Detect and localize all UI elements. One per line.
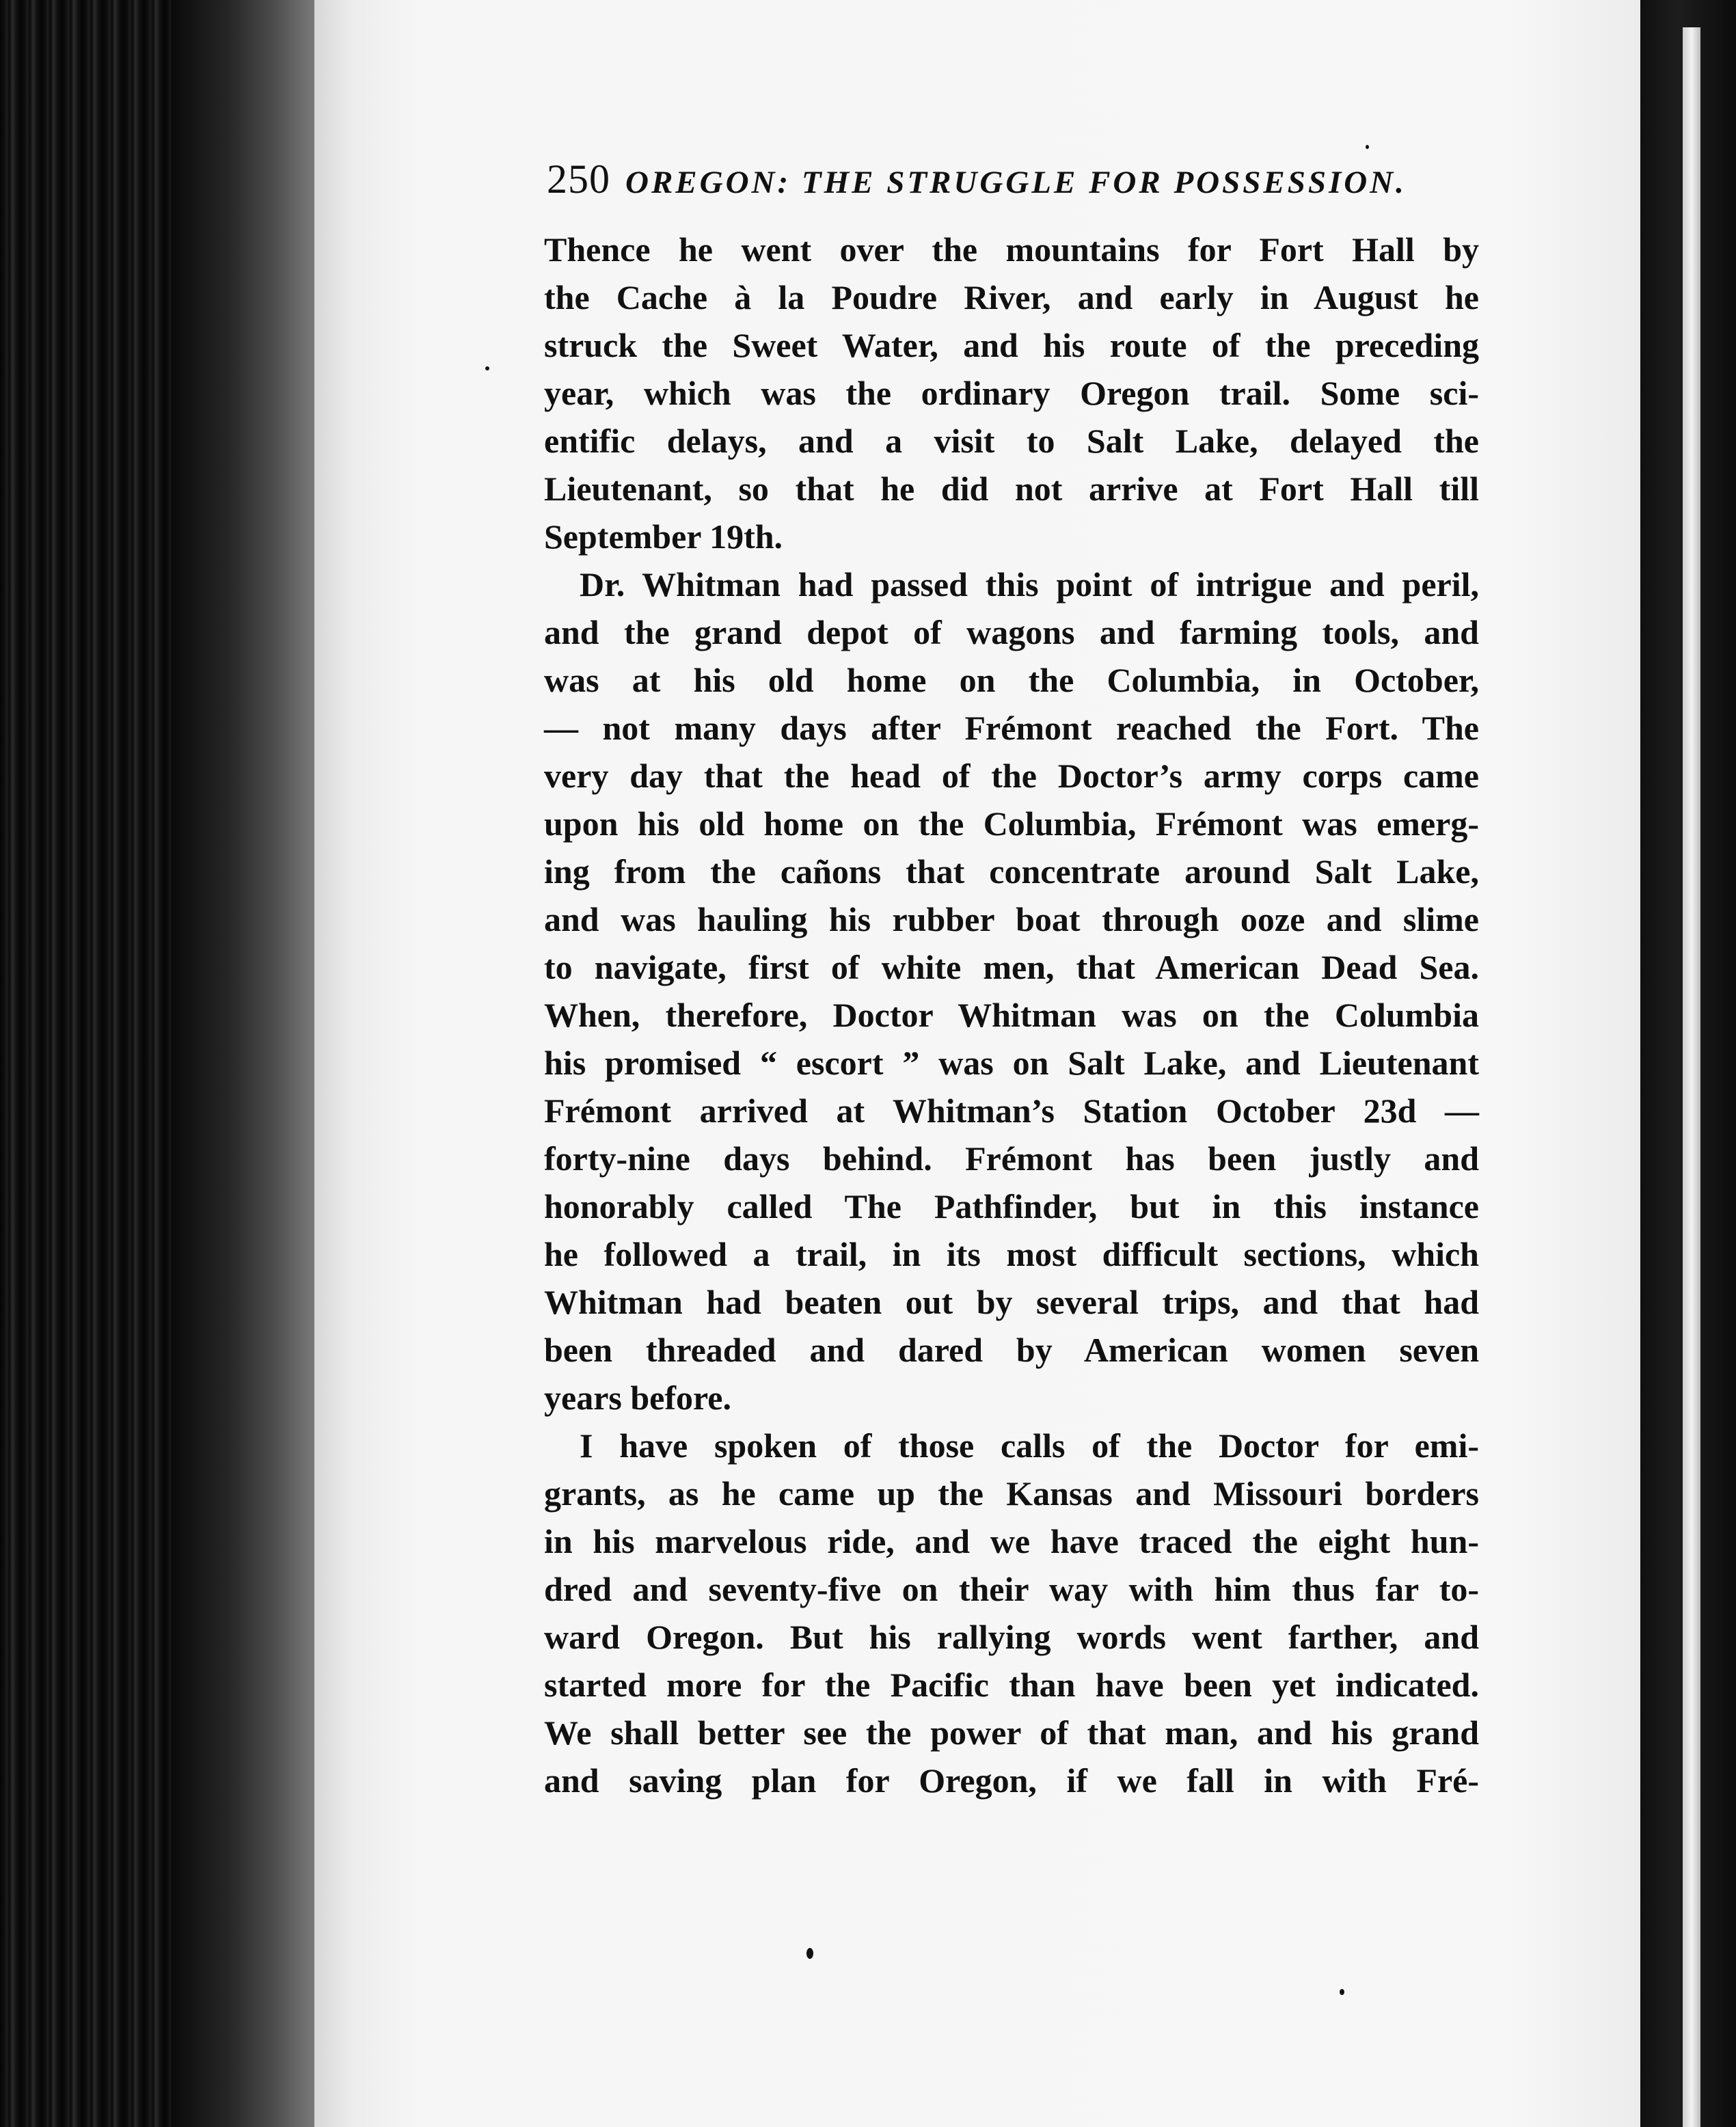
text-line: I have spoken of those calls of the Doctor for emi- — [580, 1426, 1479, 1465]
text-line: dred and seventy-five on their way with him thus far to- — [544, 1570, 1479, 1608]
text-line: forty-nine days behind. Frémont has been justly and — [544, 1139, 1479, 1178]
book-gutter-shadow — [171, 0, 314, 2127]
running-title: OREGON: THE STRUGGLE FOR POSSESSION. — [625, 165, 1407, 200]
text-line: We shall better see the power of that man, and his grand — [544, 1713, 1479, 1752]
text-line: entific delays, and a visit to Salt Lake, delayed the — [544, 422, 1479, 460]
page-number: 250 — [547, 157, 610, 202]
right-page-strip — [1683, 27, 1700, 2127]
text-line: years before. — [544, 1379, 731, 1417]
text-line: started more for the Pacific than have been yet indicated. — [544, 1666, 1479, 1704]
scan-speck — [1340, 1989, 1344, 1995]
text-line: the Cache à la Poudre River, and early in August he — [544, 278, 1479, 316]
paragraph — [544, 560, 1479, 1422]
text-line: Dr. Whitman had passed this point of intrigue and peril, — [580, 565, 1479, 604]
scan-speck — [1366, 145, 1369, 149]
text-line: and the grand depot of wagons and farming tools, and — [544, 613, 1479, 651]
text-line: — not many days after Frémont reached the Fort. The — [544, 709, 1479, 747]
text-line: very day that the head of the Doctor’s army corps came — [544, 757, 1479, 795]
scan-speck — [485, 366, 489, 370]
text-line: and saving plan for Oregon, if we fall in with Fré- — [544, 1761, 1479, 1800]
text-line: was at his old home on the Columbia, in October, — [544, 661, 1479, 699]
text-line: year, which was the ordinary Oregon trail. Some sci- — [544, 374, 1479, 412]
text-line: been threaded and dared by American women seven — [544, 1331, 1479, 1369]
text-line: September 19th. — [544, 517, 783, 556]
text-line: Whitman had beaten out by several trips, and that had — [544, 1283, 1479, 1321]
text-line: and was hauling his rubber boat through ooze and slime — [544, 900, 1479, 938]
text-line: struck the Sweet Water, and his route of the preceding — [544, 326, 1479, 364]
text-line: honorably called The Pathfinder, but in this instance — [544, 1187, 1479, 1225]
body-text — [544, 226, 1479, 1804]
text-line: Lieutenant, so that he did not arrive at Fort Hall till — [544, 470, 1479, 508]
paragraph — [544, 1422, 1479, 1804]
running-head — [547, 156, 1483, 211]
text-line: upon his old home on the Columbia, Frémont was emerg- — [544, 804, 1479, 843]
text-line: Thence he went over the mountains for Fort Hall by — [544, 230, 1479, 269]
text-line: grants, as he came up the Kansas and Missouri borders — [544, 1474, 1479, 1513]
text-line: to navigate, first of white men, that American Dead Sea. — [544, 948, 1479, 986]
text-line: he followed a trail, in its most difficult sections, which — [544, 1235, 1479, 1273]
text-line: When, therefore, Doctor Whitman was on the Columbia — [544, 996, 1479, 1034]
text-line: in his marvelous ride, and we have traced the eight hun- — [544, 1522, 1479, 1560]
text-line: ward Oregon. But his rallying words went farther, and — [544, 1618, 1479, 1656]
scan-speck — [806, 1948, 813, 1959]
text-line: ing from the cañons that concentrate around Salt Lake, — [544, 852, 1479, 891]
paragraph — [544, 226, 1479, 560]
text-line: his promised “ escort ” was on Salt Lake, and Lieutenant — [544, 1044, 1479, 1082]
text-line: Frémont arrived at Whitman’s Station October 23d — — [544, 1092, 1479, 1130]
